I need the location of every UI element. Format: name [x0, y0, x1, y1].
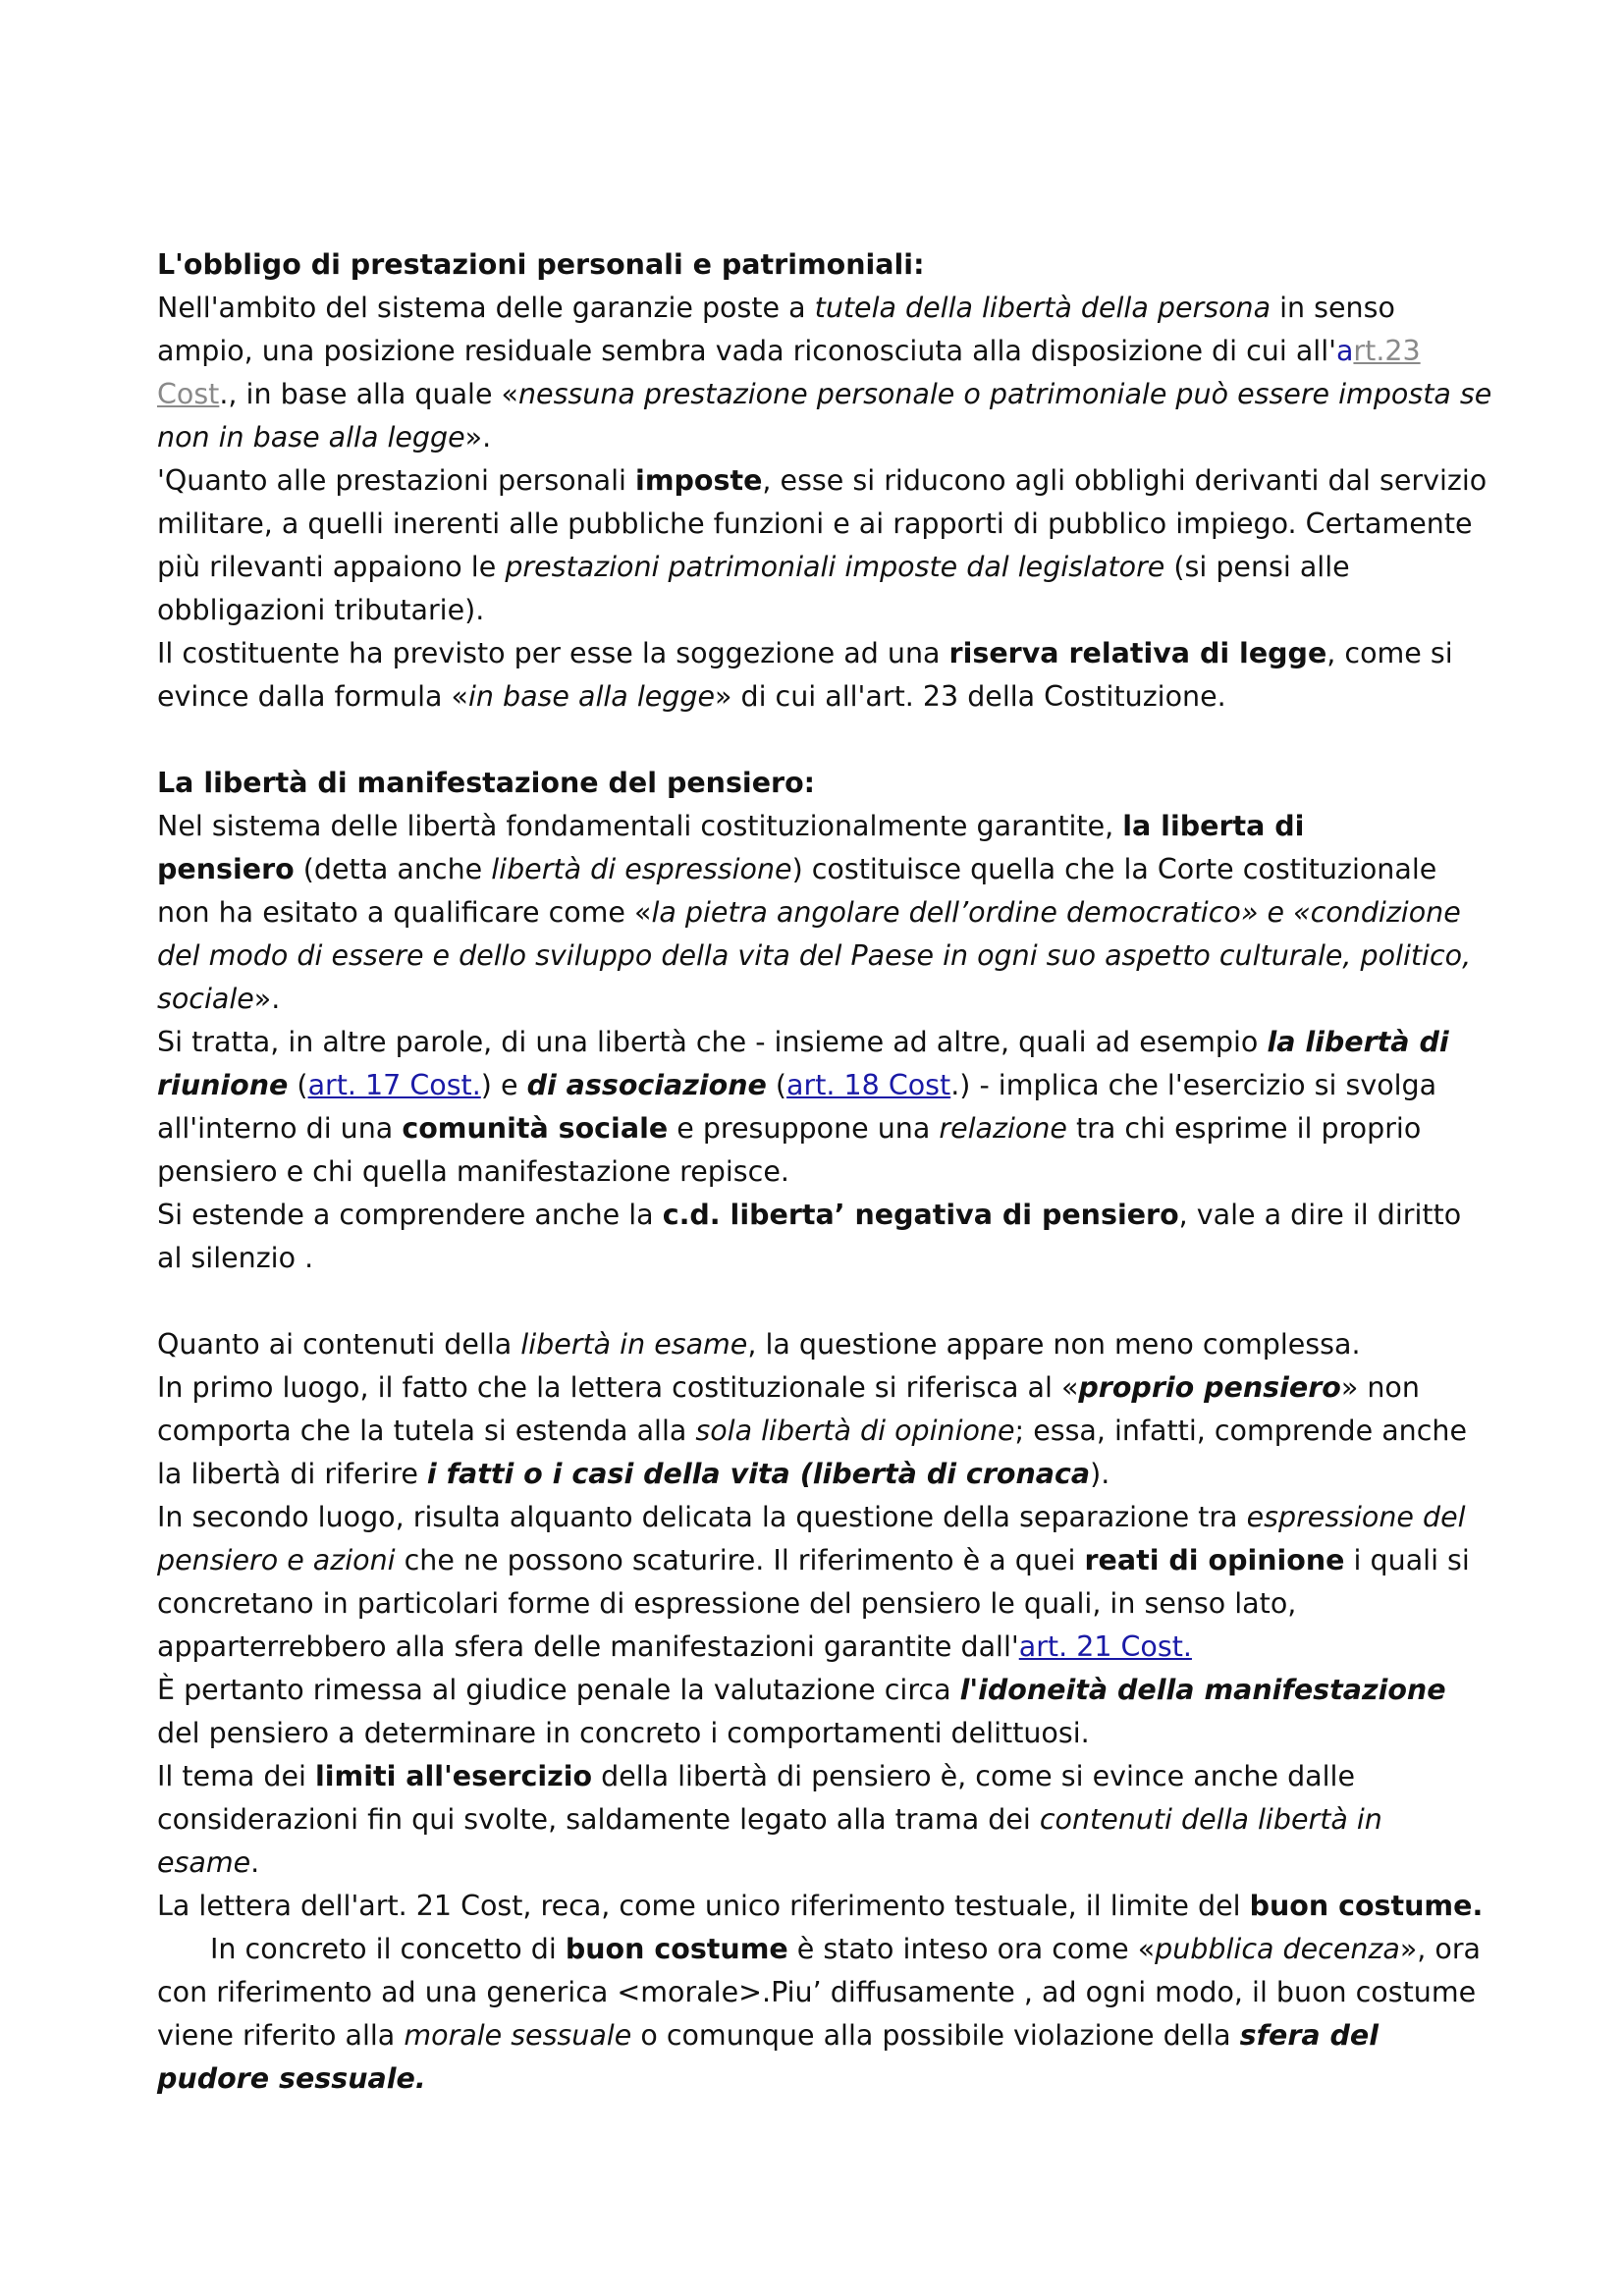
document-body	[157, 243, 1492, 2101]
art-17-link[interactable]: art. 17 Cost.	[307, 1069, 481, 1101]
paragraph: La lettera dell'art. 21 Cost, reca, come unico riferimento testuale, il limite del buon costume.	[157, 1890, 1484, 1922]
art-21-link[interactable]: art. 21 Cost.	[1018, 1630, 1192, 1663]
art-23-link[interactable]: art.23 Cost	[157, 335, 1421, 410]
section-heading-liberta: La libertà di manifestazione del pensiero:	[157, 767, 816, 799]
paragraph: Il tema dei limiti all'esercizio della libertà di pensiero è, come si evince anche dalle considerazioni fin qui svolte, saldamente legato alla trama dei contenuti della libertà in esame.	[157, 1760, 1382, 1879]
paragraph: È pertanto rimessa al giudice penale la valutazione circa l'idoneità della manifestazione del pensiero a determinare in concreto i comportamenti delittuosi.	[157, 1674, 1446, 1749]
art-18-link[interactable]: art. 18 Cost	[786, 1069, 951, 1101]
paragraph: Nel sistema delle libertà fondamentali costituzionalmente garantite, la liberta di pensiero (detta anche libertà di espressione) costituisce quella che la Corte costituzionale non ha esitato a qualificare come «la pietra angolare dell’ordine democratico» e «condizione del modo di essere e dello sviluppo della vita del Paese in ogni suo aspetto culturale, politico, sociale».	[157, 810, 1472, 1015]
blank-line	[157, 1280, 1492, 1323]
paragraph: Il costituente ha previsto per esse la soggezione ad una riserva relativa di legge, come si evince dalla formula «in base alla legge» di cui all'art. 23 della Costituzione.	[157, 637, 1453, 713]
paragraph: In concreto il concetto di buon costume è stato inteso ora come «pubblica decenza», ora con riferimento ad una generica <morale>.Piu’ diffusamente , ad ogni modo, il buon costume viene riferito alla morale sessuale o comunque alla possibile violazione della sfera del pudore sessuale.	[157, 1933, 1482, 2095]
paragraph: Si estende a comprendere anche la c.d. liberta’ negativa di pensiero, vale a dire il diritto al silenzio .	[157, 1199, 1462, 1274]
blank-line	[157, 719, 1492, 762]
paragraph: Nell'ambito del sistema delle garanzie poste a tutela della libertà della persona in senso ampio, una posizione residuale sembra vada riconosciuta alla disposizione di cui all'art.23 Cost., in base alla quale «nessuna prestazione personale o patrimoniale può essere imposta se non in base alla legge».	[157, 292, 1492, 454]
paragraph: Si tratta, in altre parole, di una libertà che - insieme ad altre, quali ad esempio la libertà di riunione (art. 17 Cost.) e di associazione (art. 18 Cost.) - implica che l'esercizio si svolga all'interno di una comunità sociale e presuppone una relazione tra chi esprime il proprio pensiero e chi quella manifestazione repisce.	[157, 1026, 1449, 1188]
paragraph: Quanto ai contenuti della libertà in esame, la questione appare non meno complessa.	[157, 1328, 1361, 1361]
paragraph: In primo luogo, il fatto che la lettera costituzionale si riferisca al «proprio pensiero» non comporta che la tutela si estenda alla sola libertà di opinione; essa, infatti, comprende anche la libertà di riferire i fatti o i casi della vita (libertà di cronaca).	[157, 1371, 1467, 1490]
section-heading-obbligo: L'obbligo di prestazioni personali e patrimoniali:	[157, 248, 925, 281]
paragraph: 'Quanto alle prestazioni personali imposte, esse si riducono agli obblighi derivanti dal servizio militare, a quelli inerenti alle pubbliche funzioni e ai rapporti di pubblico impiego. Certamente più rilevanti appaiono le prestazioni patrimoniali imposte dal legislatore (si pensi alle obbligazioni tributarie).	[157, 464, 1488, 626]
paragraph: In secondo luogo, risulta alquanto delicata la questione della separazione tra espressione del pensiero e azioni che ne possono scaturire. Il riferimento è a quei reati di opinione i quali si concretano in particolari forme di espressione del pensiero le quali, in senso lato, apparterrebbero alla sfera delle manifestazioni garantite dall'art. 21 Cost.	[157, 1501, 1470, 1663]
